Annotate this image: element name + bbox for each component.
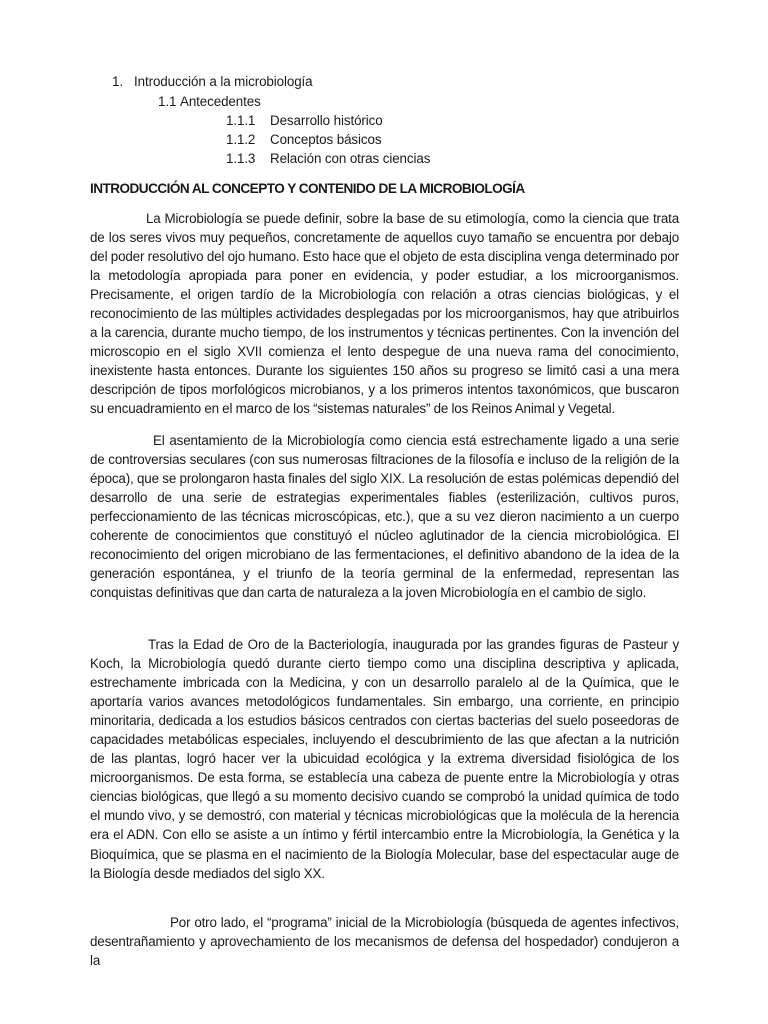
toc-item-1 bbox=[112, 72, 313, 91]
toc-item-1-1-2 bbox=[226, 130, 381, 149]
paragraph-definition: La Microbiología se puede definir, sobre la base de su etimología, como la ciencia que trata de los seres vivos muy pequeños, concretamente de aquellos cuyo tamaño se encuentra por debajo del poder resolutivo del ojo humano. Esto hace que el objeto de esta disciplina venga determinado por la metodología apropiada para poner en evidencia, y poder estudiar, a los microorganismos. Precisamente, el origen tardío de la Microbiología con relación a otras ciencias biológicas, y el reconocimiento de las múltiples actividades desplegadas por los microorganismos, hay que atribuirlos a la carencia, durante mucho tiempo, de los instrumentos y técnicas pertinentes. Con la invención del microscopio en el siglo XVII comienza el lento despegue de una nueva rama del conocimiento, inexistente hasta entonces. Durante los siguientes 150 años su progreso se limitó casi a una mera descripción de tipos morfológicos microbianos, y a los primeros intentos taxonómicos, que buscaron su encuadramiento en el marco de los “sistemas naturales” de los Reinos Animal y Vegetal. bbox=[90, 211, 679, 417]
toc-item-1-1-3 bbox=[226, 149, 430, 168]
toc-title: Introducción a la microbiología bbox=[134, 74, 313, 89]
toc-item-1-1 bbox=[158, 92, 261, 111]
toc-title: Relación con otras ciencias bbox=[270, 151, 431, 166]
paragraph-program: Por otro lado, el “programa” inicial de la Microbiología (búsqueda de agentes infectivos, desentrañamiento y aprovechamiento de los mecanismos de defensa del hospedador) condujeron a la bbox=[90, 915, 679, 969]
paragraph-golden-age: Tras la Edad de Oro de la Bacteriología, inaugurada por las grandes figuras de Pasteur y Koch, la Microbiología quedó durante cierto tiempo como una disciplina descriptiva y aplicada, estrechamente imbricada con la Medicina, y con un desarrollo paralelo al de la Química, que le aportaría varios avances metodológicos fundamentales. Sin embargo, una corriente, en principio minoritaria, dedicada a los estudios básicos centrados con ciertas bacterias del suelo poseedoras de capacidades metabólicas especiales, incluyendo el descubrimiento de las que afectan a la nutrición de las plantas, logró hacer ver la ubicuidad ecológica y la extrema diversidad fisiológica de los microorganismos. De esta forma, se establecía una cabeza de puente entre la Microbiología y otras ciencias biológicas, que llegó a su momento decisivo cuando se comprobó la unidad química de todo el mundo vivo, y se demostró, con material y técnicas microbiológicas que la molécula de la herencia era el ADN. Con ello se asiste a un íntimo y fértil intercambio entre la Microbiología, la Genética y la Bioquímica, que se plasma en el nacimiento de la Biología Molecular, base del espectacular auge de la Biología desde mediados del siglo XX. bbox=[90, 637, 679, 881]
toc-number: 1.1 bbox=[158, 94, 177, 109]
toc-title: Conceptos básicos bbox=[270, 132, 382, 147]
toc-number: 1. bbox=[112, 74, 123, 89]
toc-number: 1.1.2 bbox=[226, 132, 256, 147]
section-heading: INTRODUCCIÓN AL CONCEPTO Y CONTENIDO DE LA MICROBIOLOGÍA bbox=[90, 181, 525, 196]
toc-title: Antecedentes bbox=[180, 94, 261, 109]
paragraph-establishment: El asentamiento de la Microbiología como ciencia está estrechamente ligado a una serie de controversias seculares (con sus numerosas filtraciones de la filosofía e incluso de la religión de la época), que se prolongaron hasta finales del siglo XIX. La resolución de estas polémicas dependió del desarrollo de una serie de estrategias experimentales fiables (esterilización, cultivos puros, perfeccionamiento de las técnicas microscópicas, etc.), que a su vez dieron nacimiento a un cuerpo coherente de conocimientos que constituyó el núcleo aglutinador de la ciencia microbiológica. El reconocimiento del origen microbiano de las fermentaciones, el definitivo abandono de la idea de la generación espontánea, y el triunfo de la teoría germinal de la enfermedad, representan las conquistas definitivas que dan carta de naturaleza a la joven Microbiología en el cambio de siglo. bbox=[90, 433, 679, 601]
toc-number: 1.1.3 bbox=[226, 151, 256, 166]
toc-title: Desarrollo histórico bbox=[270, 113, 383, 128]
toc-item-1-1-1 bbox=[226, 111, 383, 130]
toc-number: 1.1.1 bbox=[226, 113, 256, 128]
